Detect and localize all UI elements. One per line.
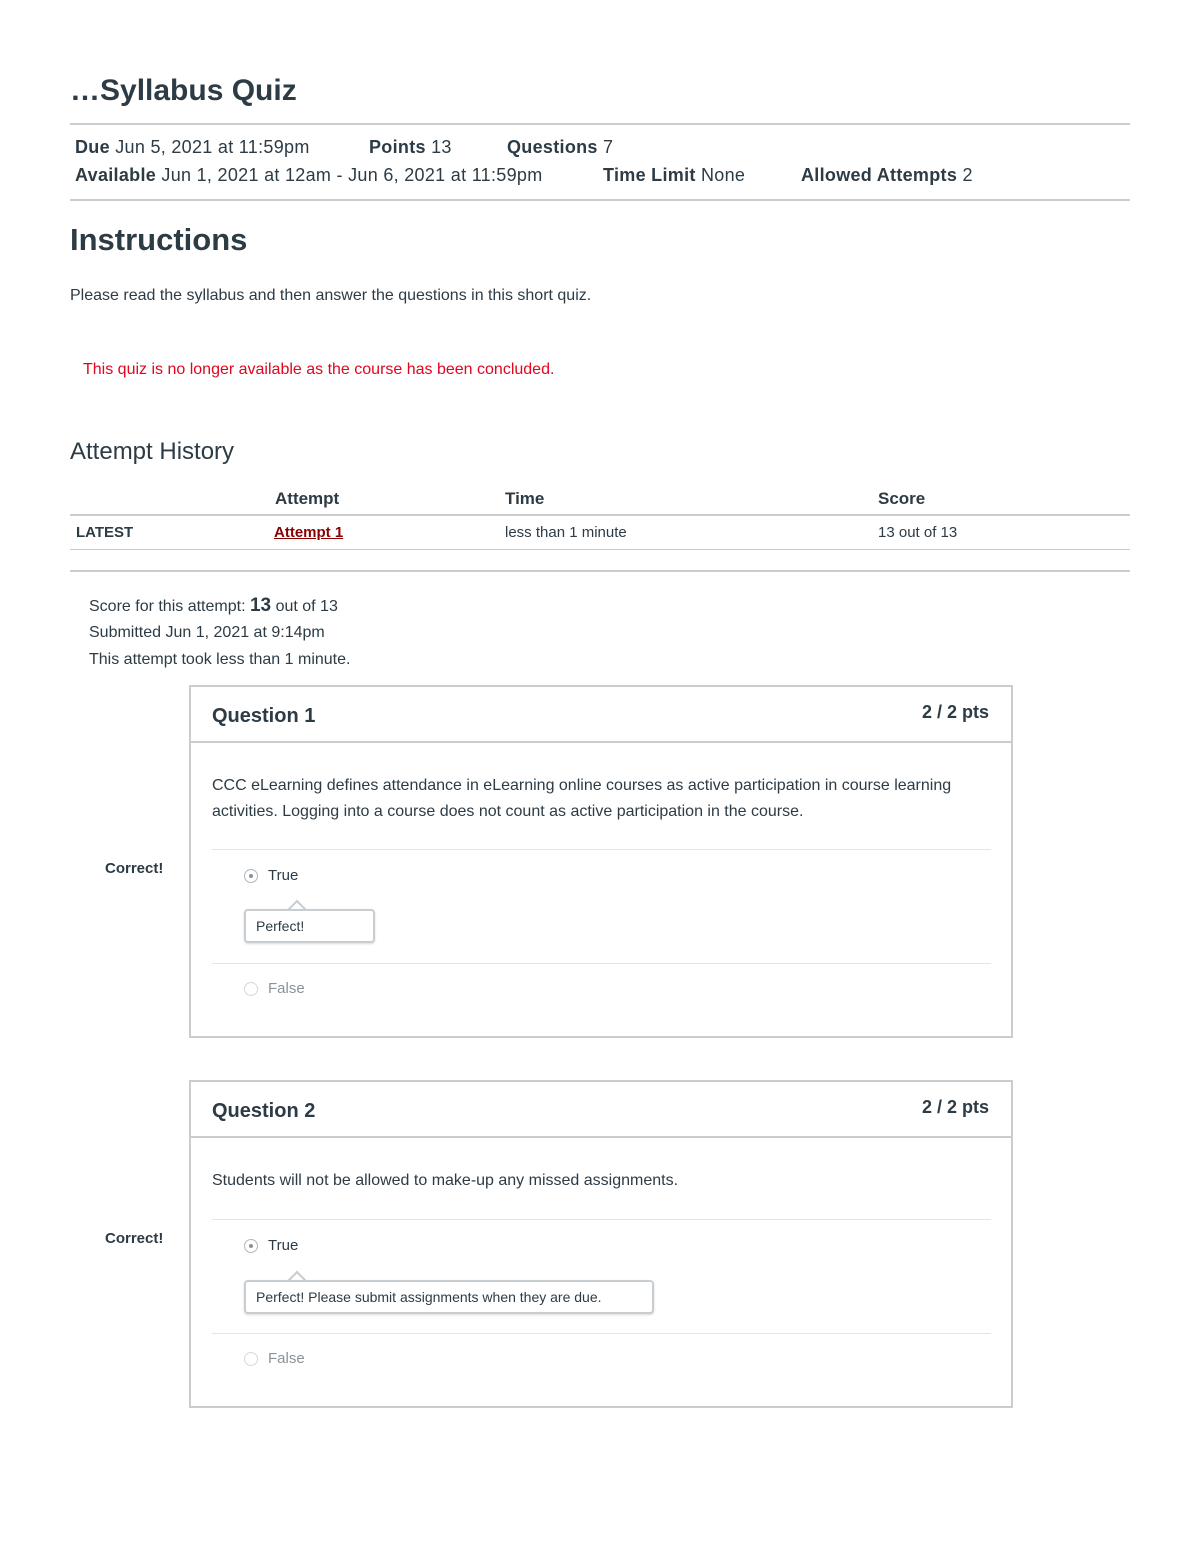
question-2-option-divider xyxy=(212,1333,991,1334)
questions-field xyxy=(507,137,613,158)
question-2-points: 2 / 2 pts xyxy=(921,1097,989,1117)
column-header-time: Time xyxy=(505,489,545,508)
instructions-text: Please read the syllabus and then answer the questions in this short quiz. xyxy=(70,287,592,304)
score-suffix: out of 13 xyxy=(275,598,338,615)
question-1-false-label: False xyxy=(268,980,305,997)
table-row-divider xyxy=(70,549,1130,550)
submitted-info: Submitted Jun 1, 2021 at 9:14pm xyxy=(89,624,325,641)
course-concluded-alert: This quiz is no longer available as the course has been concluded. xyxy=(83,361,555,378)
available-field xyxy=(75,165,543,186)
question-2-title: Question 2 xyxy=(212,1100,316,1122)
question-1-title: Question 1 xyxy=(212,705,316,727)
question-2-false-radio[interactable] xyxy=(244,1352,258,1366)
question-2-text: Students will not be allowed to make-up any missed assignments. xyxy=(212,1172,679,1189)
attempt-time: less than 1 minute xyxy=(505,524,627,541)
question-2-card xyxy=(189,1080,1013,1408)
attempt-history-heading: Attempt History xyxy=(70,438,235,465)
attempt-1-link[interactable]: Attempt 1 xyxy=(274,524,344,541)
question-1-false-radio[interactable] xyxy=(244,982,258,996)
attempt-score-summary xyxy=(89,595,338,617)
time-limit-field xyxy=(603,165,745,186)
due-label: Due xyxy=(75,137,110,157)
question-1-correct-label: Correct! xyxy=(105,860,164,877)
header-divider xyxy=(70,123,1130,125)
points-value: 13 xyxy=(431,137,452,157)
points-label: Points xyxy=(369,137,426,157)
question-2-divider xyxy=(212,1219,991,1220)
question-1-divider xyxy=(212,849,991,850)
points-field xyxy=(369,137,452,158)
due-value: Jun 5, 2021 at 11:59pm xyxy=(115,137,310,157)
question-1-text: CCC eLearning defines attendance in eLearning online courses as active participation in course learning activities. Logging into a course does not count as active participation in the course. xyxy=(212,777,952,820)
column-header-attempt: Attempt xyxy=(275,489,340,508)
available-value: Jun 1, 2021 at 12am - Jun 6, 2021 at 11:59pm xyxy=(161,165,543,185)
due-field xyxy=(75,137,310,158)
question-2-header xyxy=(191,1082,1011,1138)
available-label: Available xyxy=(75,165,157,185)
question-1-option-divider xyxy=(212,963,991,964)
question-1-true-radio[interactable] xyxy=(244,869,258,883)
table-header-divider xyxy=(70,514,1130,516)
page-title: …Syllabus Quiz xyxy=(70,74,297,107)
question-2-feedback: Perfect! Please submit assignments when they are due. xyxy=(244,1280,654,1314)
section-divider xyxy=(70,570,1130,572)
question-2-false-label: False xyxy=(268,1350,305,1367)
column-header-score: Score xyxy=(878,489,926,508)
allowed-attempts-value: 2 xyxy=(962,165,973,185)
duration-info: This attempt took less than 1 minute. xyxy=(89,651,351,668)
latest-tag: LATEST xyxy=(76,524,134,541)
question-2-correct-label: Correct! xyxy=(105,1230,164,1247)
question-1-true-label: True xyxy=(268,867,299,884)
score-prefix: Score for this attempt: xyxy=(89,598,246,615)
meta-divider xyxy=(70,199,1130,201)
question-1-card xyxy=(189,685,1013,1038)
allowed-attempts-field xyxy=(801,165,973,186)
time-limit-value: None xyxy=(701,165,746,185)
question-1-feedback: Perfect! xyxy=(244,909,375,943)
question-1-points: 2 / 2 pts xyxy=(921,702,989,722)
attempt-score: 13 out of 13 xyxy=(878,524,958,541)
instructions-heading: Instructions xyxy=(70,222,248,257)
question-1-header xyxy=(191,687,1011,743)
time-limit-label: Time Limit xyxy=(603,165,696,185)
allowed-attempts-label: Allowed Attempts xyxy=(801,165,958,185)
score-value: 13 xyxy=(249,595,272,616)
questions-value: 7 xyxy=(603,137,614,157)
questions-label: Questions xyxy=(507,137,598,157)
question-2-true-radio[interactable] xyxy=(244,1239,258,1253)
question-2-true-label: True xyxy=(268,1237,299,1254)
